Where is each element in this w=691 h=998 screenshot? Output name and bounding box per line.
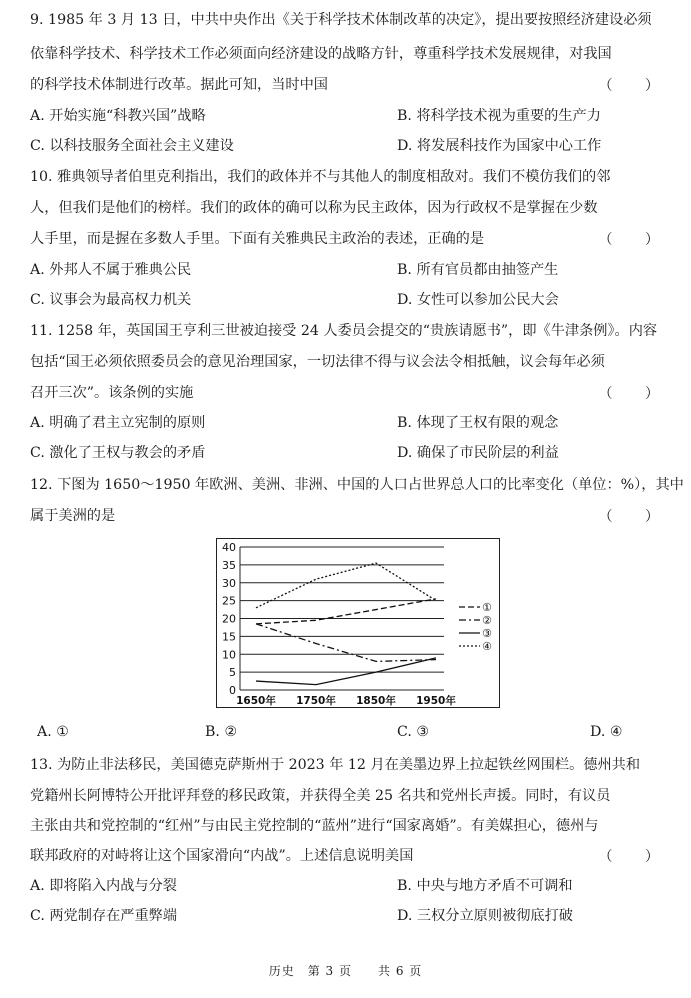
- q12-option-b: B. ②: [205, 724, 238, 740]
- q9-option-d: D. 将发展科技作为国家中心工作: [397, 138, 602, 154]
- q10-option-d: D. 女性可以参加公民大会: [397, 292, 559, 308]
- q10-option-c: C. 议事会为最高权力机关: [30, 292, 192, 308]
- q10-option-a: A. 外邦人不属于雅典公民: [30, 262, 192, 278]
- x-tick-label: 1650年: [236, 695, 276, 707]
- y-tick-label: 5: [229, 666, 236, 680]
- q9-line-1: 9. 1985 年 3 月 13 日，中共中央作出《关于科学技术体制改革的决定》，提出要按照经济建设必须: [30, 12, 652, 28]
- q12-option-a: A. ①: [37, 724, 69, 740]
- q13-answer-blank: （ ）: [598, 849, 673, 865]
- q13-option-c: C. 两党制存在严重弊端: [30, 908, 178, 924]
- q10-line-3: 人手里，而是握在多数人手里。下面有关雅典民主政治的表述，正确的是: [30, 231, 485, 247]
- q13-line-2: 党籍州长阿博特公开批评拜登的移民政策，并获得全美 25 名共和党州长声援。同时，有议员: [30, 788, 611, 804]
- legend-label-2: ②: [482, 614, 492, 627]
- q13-option-a: A. 即将陷入内战与分裂: [30, 878, 177, 894]
- q9-option-b: B. 将科学技术视为重要的生产力: [397, 108, 601, 124]
- population-ratio-chart: [216, 538, 500, 708]
- q11-option-b: B. 体现了王权有限的观念: [397, 415, 559, 431]
- chart-border: [217, 539, 500, 708]
- q9-answer-blank: （ ）: [598, 78, 673, 94]
- q10-line-2: 人，但我们是他们的榜样。我们的政体的确可以称为民主政体，因为行政权不是掌握在少数: [30, 200, 598, 216]
- q13-line-1: 13. 为防止非法移民，美国德克萨斯州于 2023 年 12 月在美墨边界上拉起铁丝网围栏。德州共和: [30, 757, 641, 773]
- x-tick-label: 1850年: [356, 695, 396, 707]
- page-footer: 历史 第 3 页 共 6 页: [268, 964, 423, 978]
- q11-option-c: C. 激化了王权与教会的矛盾: [30, 445, 206, 461]
- legend-label-3: ③: [482, 627, 492, 640]
- q11-answer-blank: （ ）: [598, 386, 673, 402]
- q10-answer-blank: （ ）: [598, 232, 673, 248]
- y-tick-label: 0: [229, 684, 236, 697]
- q12-option-c: C. ③: [397, 724, 430, 740]
- q12-option-d: D. ④: [590, 724, 623, 740]
- q13-option-b: B. 中央与地方矛盾不可调和: [397, 878, 573, 894]
- q12-line-2: 属于美洲的是: [30, 508, 116, 524]
- y-tick-label: 40: [222, 541, 236, 554]
- y-tick-label: 15: [222, 630, 236, 644]
- q10-line-1: 10. 雅典领导者伯里克利指出，我们的政体并不与其他人的制度相敌对。我们不模仿我们的邻: [30, 169, 611, 185]
- q13-line-3: 主张由共和党控制的“红州”与由民主党控制的“蓝州”进行“国家离婚”。有美媒担心，德州与: [30, 818, 599, 834]
- y-tick-label: 30: [222, 576, 236, 590]
- q13-option-d: D. 三权分立原则被彻底打破: [397, 908, 573, 924]
- q9-option-c: C. 以科技服务全面社会主义建设: [30, 138, 234, 154]
- x-tick-label: 1950年: [416, 695, 456, 707]
- y-tick-label: 35: [222, 558, 236, 572]
- y-tick-label: 25: [222, 594, 236, 608]
- q9-option-a: A. 开始实施“科教兴国”战略: [30, 108, 206, 124]
- x-tick-label: 1750年: [296, 695, 336, 707]
- q11-option-d: D. 确保了市民阶层的利益: [397, 445, 559, 461]
- legend-label-1: ①: [482, 601, 492, 614]
- q11-line-2: 包括“国王必须依照委员会的意见治理国家，一切法律不得与议会法令相抵触，议会每年必须: [30, 354, 605, 370]
- q10-option-b: B. 所有官员都由抽签产生: [397, 262, 559, 278]
- q9-line-2: 依靠科学技术、科学技术工作必须面向经济建设的战略方针，尊重科学技术发展规律，对我国: [30, 46, 612, 62]
- y-tick-label: 10: [222, 648, 236, 662]
- q11-option-a: A. 明确了君主立宪制的原则: [30, 415, 206, 431]
- q11-line-3: 召开三次”。该条例的实施: [30, 385, 194, 401]
- q11-line-1: 11. 1258 年，英国国王亨利三世被迫接受 24 人委员会提交的“贵族请愿书”，即《牛津条例》。内容: [30, 323, 658, 339]
- y-tick-label: 20: [222, 612, 236, 626]
- legend-label-4: ④: [482, 640, 492, 653]
- q13-line-4: 联邦政府的对峙将让这个国家滑向“内战”。上述信息说明美国: [30, 848, 414, 864]
- q12-line-1: 12. 下图为 1650～1950 年欧洲、美洲、非洲、中国的人口占世界总人口的比率变化（单位：%），其中: [30, 477, 684, 493]
- q12-answer-blank: （ ）: [598, 509, 673, 525]
- q9-line-3: 的科学技术体制进行改革。据此可知，当时中国: [30, 77, 328, 93]
